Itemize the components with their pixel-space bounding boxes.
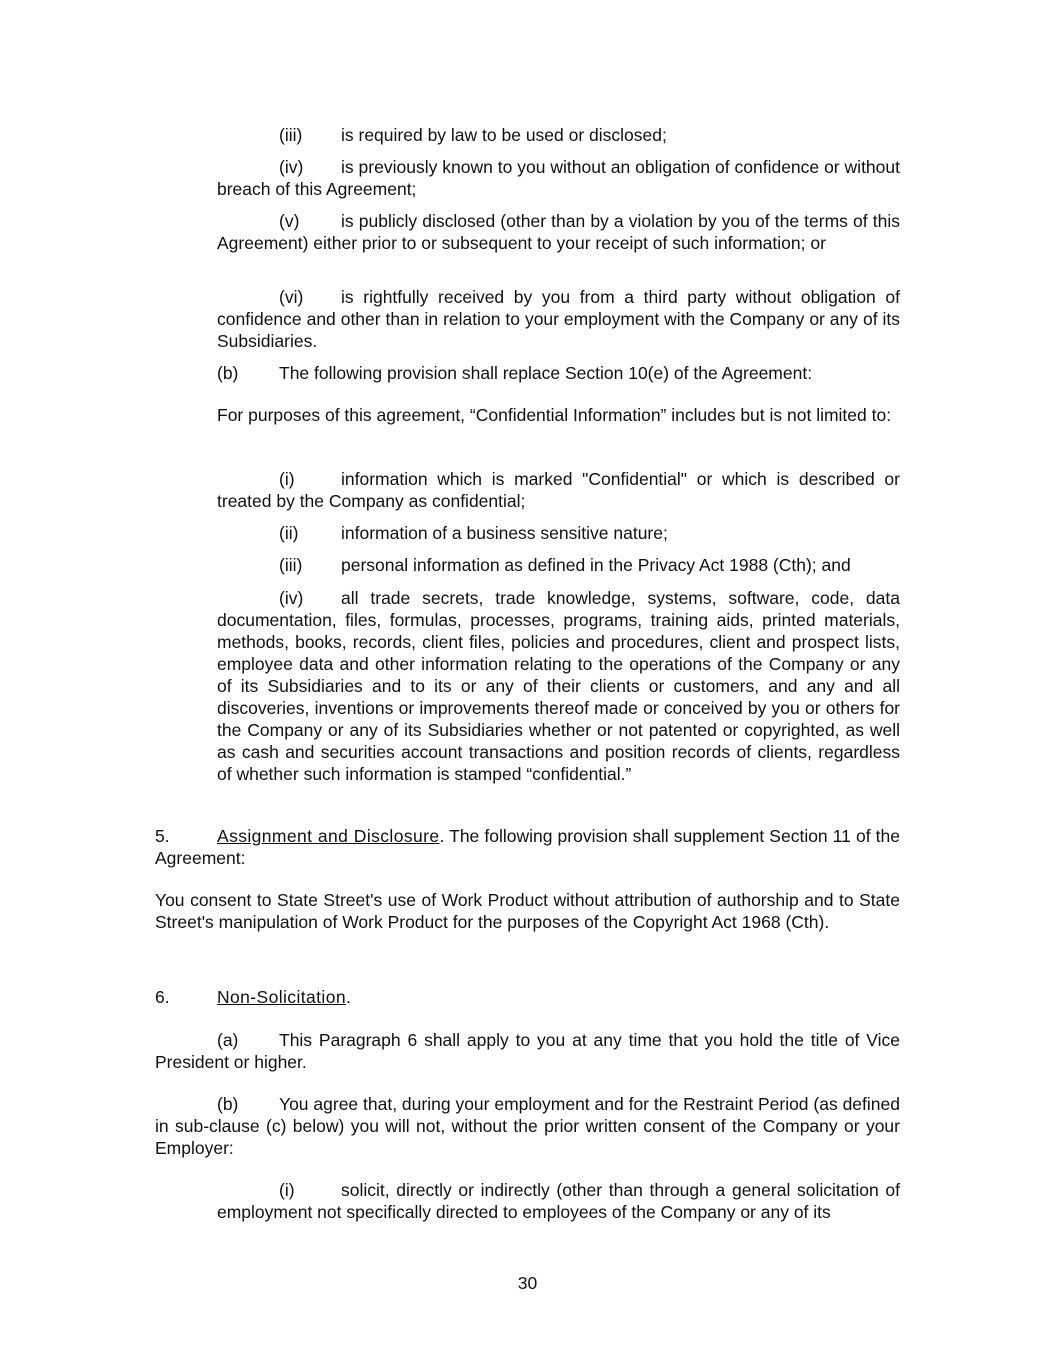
- clause-item-vi: [217, 286, 900, 352]
- clause-text: information of a business sensitive nature;: [341, 523, 668, 543]
- section-period: .: [345, 987, 351, 1007]
- confidential-item-i: [217, 468, 900, 512]
- clause-text: is rightfully received by you from a third party without obligation of confidence and other than in relation to your employment with the Company or any of its Subsidiaries.: [217, 287, 900, 351]
- clause-text: personal information as defined in the Privacy Act 1988 (Cth); and: [341, 555, 851, 575]
- clause-item-iv: [217, 156, 900, 200]
- section-5-heading: [155, 825, 900, 869]
- clause-text: is required by law to be used or disclosed;: [341, 125, 667, 145]
- section-6-heading: [155, 986, 900, 1008]
- clause-text: is publicly disclosed (other than by a violation by you of the terms of this Agreement) either prior to or subsequent to your receipt of such information; or: [217, 211, 900, 253]
- clause-number: (iv): [279, 588, 304, 608]
- page-number: 30: [517, 1273, 538, 1293]
- confidential-item-iii: [217, 554, 900, 576]
- clause-number: (b): [217, 1094, 239, 1114]
- clause-number: (b): [217, 363, 239, 383]
- section-6-a: [155, 1029, 900, 1073]
- confidential-item-ii: [217, 522, 900, 544]
- clause-item-iii: [217, 124, 900, 146]
- clause-number: (i): [279, 1180, 295, 1200]
- clause-b-replace: [217, 362, 900, 384]
- confidential-definition-intro: For purposes of this agreement, “Confidential Information” includes but is not limited to:: [217, 405, 892, 425]
- clause-text: You agree that, during your employment and for the Restraint Period (as defined in sub-clause (c) below) you will not, without the prior written consent of the Company or your Employer:: [155, 1094, 900, 1158]
- clause-number: (iii): [279, 555, 303, 575]
- clause-item-v: [217, 210, 900, 254]
- clause-number: (iv): [279, 157, 304, 177]
- clause-text: This Paragraph 6 shall apply to you at any time that you hold the title of Vice President or higher.: [155, 1030, 900, 1072]
- section-title: Assignment and Disclosure: [217, 826, 440, 846]
- clause-number: (iii): [279, 125, 303, 145]
- clause-number: (vi): [279, 287, 304, 307]
- section-intro: . The following provision shall supplement Section 11 of the Agreement:: [155, 826, 901, 868]
- confidential-item-iv: [217, 587, 900, 785]
- clause-text: is previously known to you without an obligation of confidence or without breach of this Agreement;: [217, 157, 900, 199]
- clause-number: (i): [279, 469, 295, 489]
- section-number: 6.: [155, 987, 170, 1007]
- section-number: 5.: [155, 826, 170, 846]
- clause-text: solicit, directly or indirectly (other than through a general solicitation of employment not specifically directed to employees of the Company or any of its: [217, 1180, 900, 1222]
- clause-number: (a): [217, 1030, 239, 1050]
- clause-number: (ii): [279, 523, 299, 543]
- section-title: Non-Solicitation: [217, 987, 346, 1007]
- section-6-b: [155, 1093, 900, 1159]
- consent-paragraph: You consent to State Street's use of Work Product without attribution of authorship and to State Street's manipulation of Work Product for the purposes of the Copyright Act 1968 (Cth).: [155, 890, 900, 932]
- section-6-b-i: [217, 1179, 900, 1223]
- clause-text: The following provision shall replace Section 10(e) of the Agreement:: [279, 363, 813, 383]
- clause-number: (v): [279, 211, 300, 231]
- clause-text: information which is marked "Confidential" or which is described or treated by the Company as confidential;: [217, 469, 900, 511]
- clause-text: all trade secrets, trade knowledge, systems, software, code, data documentation, files, formulas, processes, programs, training aids, printed materials, methods, books, records, client files, policies and procedures, client and prospect lists, employee data and other information relating to the operations of the Company or any of its Subsidiaries and to its or any of their clients or customers, and any and all discoveries, inventions or improvements thereof made or conceived by you or others for the Company or any of its Subsidiaries whether or not patented or copyrighted, as well as cash and securities account transactions and position records of clients, regardless of whether such information is stamped “confidential.”: [217, 588, 900, 784]
